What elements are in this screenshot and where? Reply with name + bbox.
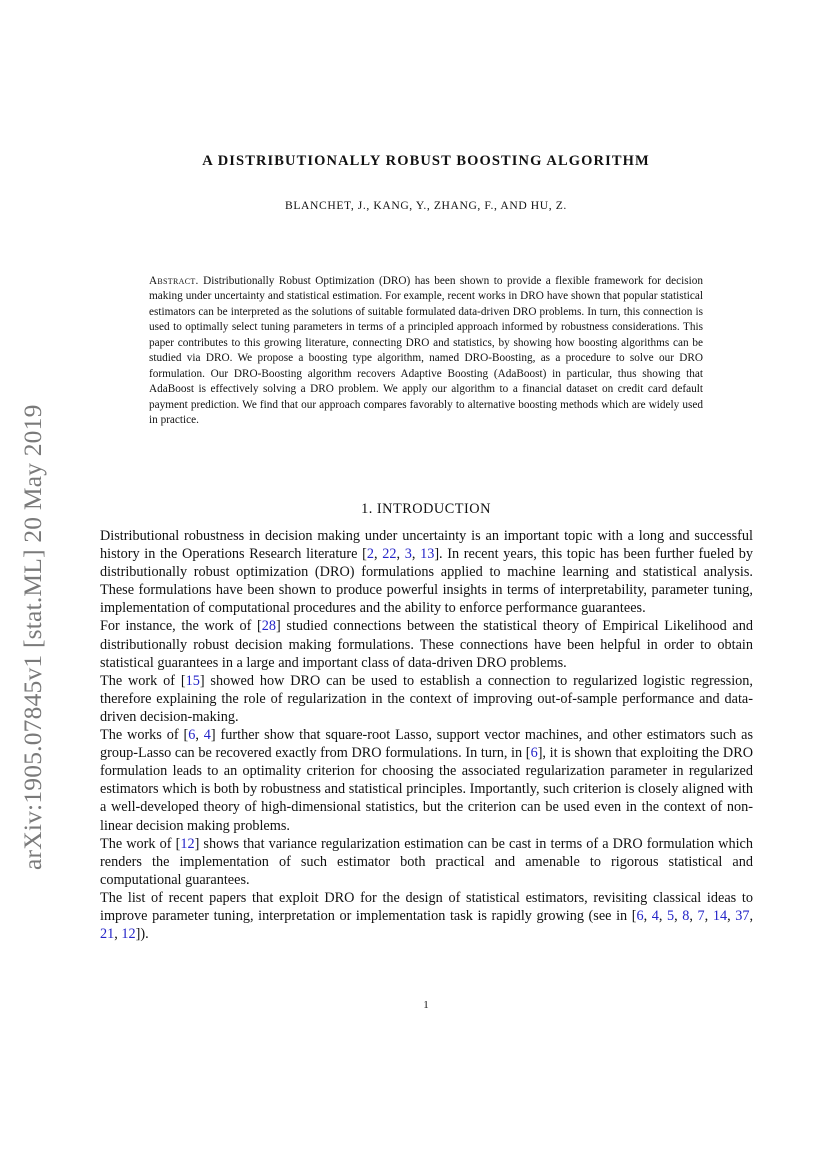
- citation-link[interactable]: 22: [382, 546, 397, 563]
- body-paragraph: [100, 889, 753, 943]
- body-paragraph: [100, 672, 753, 726]
- paper-title: A DISTRIBUTIONALLY ROBUST BOOSTING ALGORITHM: [202, 153, 650, 169]
- body-paragraph: [100, 617, 753, 671]
- abstract-block: [149, 274, 703, 429]
- paragraph-text: ,: [727, 907, 736, 924]
- citation-link[interactable]: 5: [667, 907, 675, 924]
- introduction-body: [100, 527, 753, 943]
- paragraph-text: For instance, the work of [: [100, 618, 262, 635]
- body-paragraph: [100, 726, 753, 835]
- section-heading: 1. INTRODUCTION: [361, 501, 491, 517]
- paragraph-text: The work of [: [100, 835, 181, 852]
- paragraph-text: The list of recent papers that exploit DRO for the design of statistical estimators, revisiting classical ideas to improve parameter tuning, interpretation or implementation task is rapidly growing (see in [: [100, 889, 753, 924]
- citation-link[interactable]: 4: [203, 727, 211, 744]
- paragraph-text: ,: [674, 907, 683, 924]
- arxiv-identifier-stamp: arXiv:1905.07845v1 [stat.ML] 20 May 2019: [18, 404, 47, 870]
- body-paragraph: [100, 835, 753, 889]
- citation-link[interactable]: 12: [121, 926, 136, 943]
- citation-link[interactable]: 4: [651, 907, 659, 924]
- citation-link[interactable]: 15: [185, 672, 200, 689]
- abstract-text: Distributionally Robust Optimization (DRO) has been shown to provide a flexible framework for decision making under uncertainty and statistical estimation. For example, recent works in DRO have shown that popular statistical estimators can be interpreted as the solutions of suitable formulated data-driven DRO problems. In turn, this connection is used to optimally select tuning parameters in terms of a principled approach informed by robustness considerations. This paper contributes to this growing literature, connecting DRO and statistics, by showing how boosting algorithms can be studied via DRO. We propose a boosting type algorithm, named DRO-Boosting, as a procedure to solve our DRO formulation. Our DRO-Boosting algorithm recovers Adaptive Boosting (AdaBoost) in particular, thus showing that AdaBoost is effectively solving a DRO problem. We apply our algorithm to a financial dataset on credit card default payment prediction. We find that our approach compares favorably to alternative boosting methods which are widely used in practice.: [149, 275, 703, 427]
- body-paragraph: [100, 527, 753, 617]
- page-number: 1: [423, 999, 429, 1011]
- paragraph-text: ,: [704, 907, 713, 924]
- citation-link[interactable]: 7: [697, 907, 705, 924]
- paragraph-text: ], it is shown that exploiting the DRO formulation leads to an optimality criterion for choosing the associated regularization parameter in regularized estimators which is both by robustness and statistical principles. Importantly, such criterion is closely aligned with a well-developed theory of high-dimensional statistics, but the criterion can be used even in the context of non-linear decision making problems.: [100, 745, 753, 834]
- citation-link[interactable]: 21: [100, 926, 115, 943]
- paragraph-text: ]. In recent years, this topic has been further fueled by distributionally robust optimization (DRO) formulations applied to machine learning and statistical analysis. These formulations have been shown to produce powerful insights in terms of interpretability, parameter tuning, implementation of computational procedures and the ability to enforce performance guarantees.: [100, 546, 754, 617]
- citation-link[interactable]: 6: [530, 745, 538, 762]
- paragraph-text: ,: [749, 907, 754, 924]
- author-list: BLANCHET, J., KANG, Y., ZHANG, F., AND HU, Z.: [285, 199, 567, 212]
- citation-link[interactable]: 6: [188, 727, 196, 744]
- citation-link[interactable]: 13: [420, 546, 435, 563]
- paragraph-text: ,: [396, 546, 405, 563]
- paragraph-text: ] studied connections between the statistical theory of Empirical Likelihood and distributionally robust decision making formulations. These connections have been helpful in order to obtain statistical guarantees in a large and important class of data-driven DRO problems.: [100, 618, 754, 671]
- citation-link[interactable]: 2: [366, 546, 375, 563]
- citation-link[interactable]: 3: [404, 546, 412, 563]
- citation-link[interactable]: 37: [735, 907, 750, 924]
- paragraph-text: ,: [114, 926, 122, 943]
- abstract-label: Abstract.: [149, 275, 199, 287]
- paragraph-text: ] shows that variance regularization estimation can be cast in terms of a DRO formulation which renders the implementation of such estimator both practical and amenable to rigorous statistical and computational guarantees.: [100, 835, 753, 888]
- paragraph-text: ,: [689, 907, 698, 924]
- paragraph-text: ,: [411, 546, 421, 563]
- paragraph-text: The work of [: [100, 672, 186, 689]
- paragraph-text: ] further show that square-root Lasso, support vector machines, and other estimators such as group-Lasso can be recovered exactly from DRO formulations. In turn, in [: [100, 727, 754, 762]
- paragraph-text: ,: [374, 546, 383, 563]
- paragraph-text: Distributional robustness in decision making under uncertainty is an important topic with a long and successful history in the Operations Research literature [: [100, 528, 753, 563]
- citation-link[interactable]: 8: [682, 907, 690, 924]
- citation-link[interactable]: 28: [261, 618, 276, 635]
- citation-link[interactable]: 6: [636, 907, 644, 924]
- citation-link[interactable]: 14: [712, 907, 728, 924]
- paragraph-text: The works of [: [100, 727, 189, 744]
- citation-link[interactable]: 12: [180, 835, 195, 852]
- paragraph-text: ,: [658, 907, 668, 924]
- paragraph-text: ,: [643, 907, 652, 924]
- paragraph-text: ] showed how DRO can be used to establish a connection to regularized logistic regression, therefore explaining the role of regularization in the context of improving out-of-sample performance and data-driven decision-making.: [100, 672, 753, 725]
- paragraph-text: ]).: [135, 926, 149, 943]
- paragraph-text: ,: [195, 727, 204, 744]
